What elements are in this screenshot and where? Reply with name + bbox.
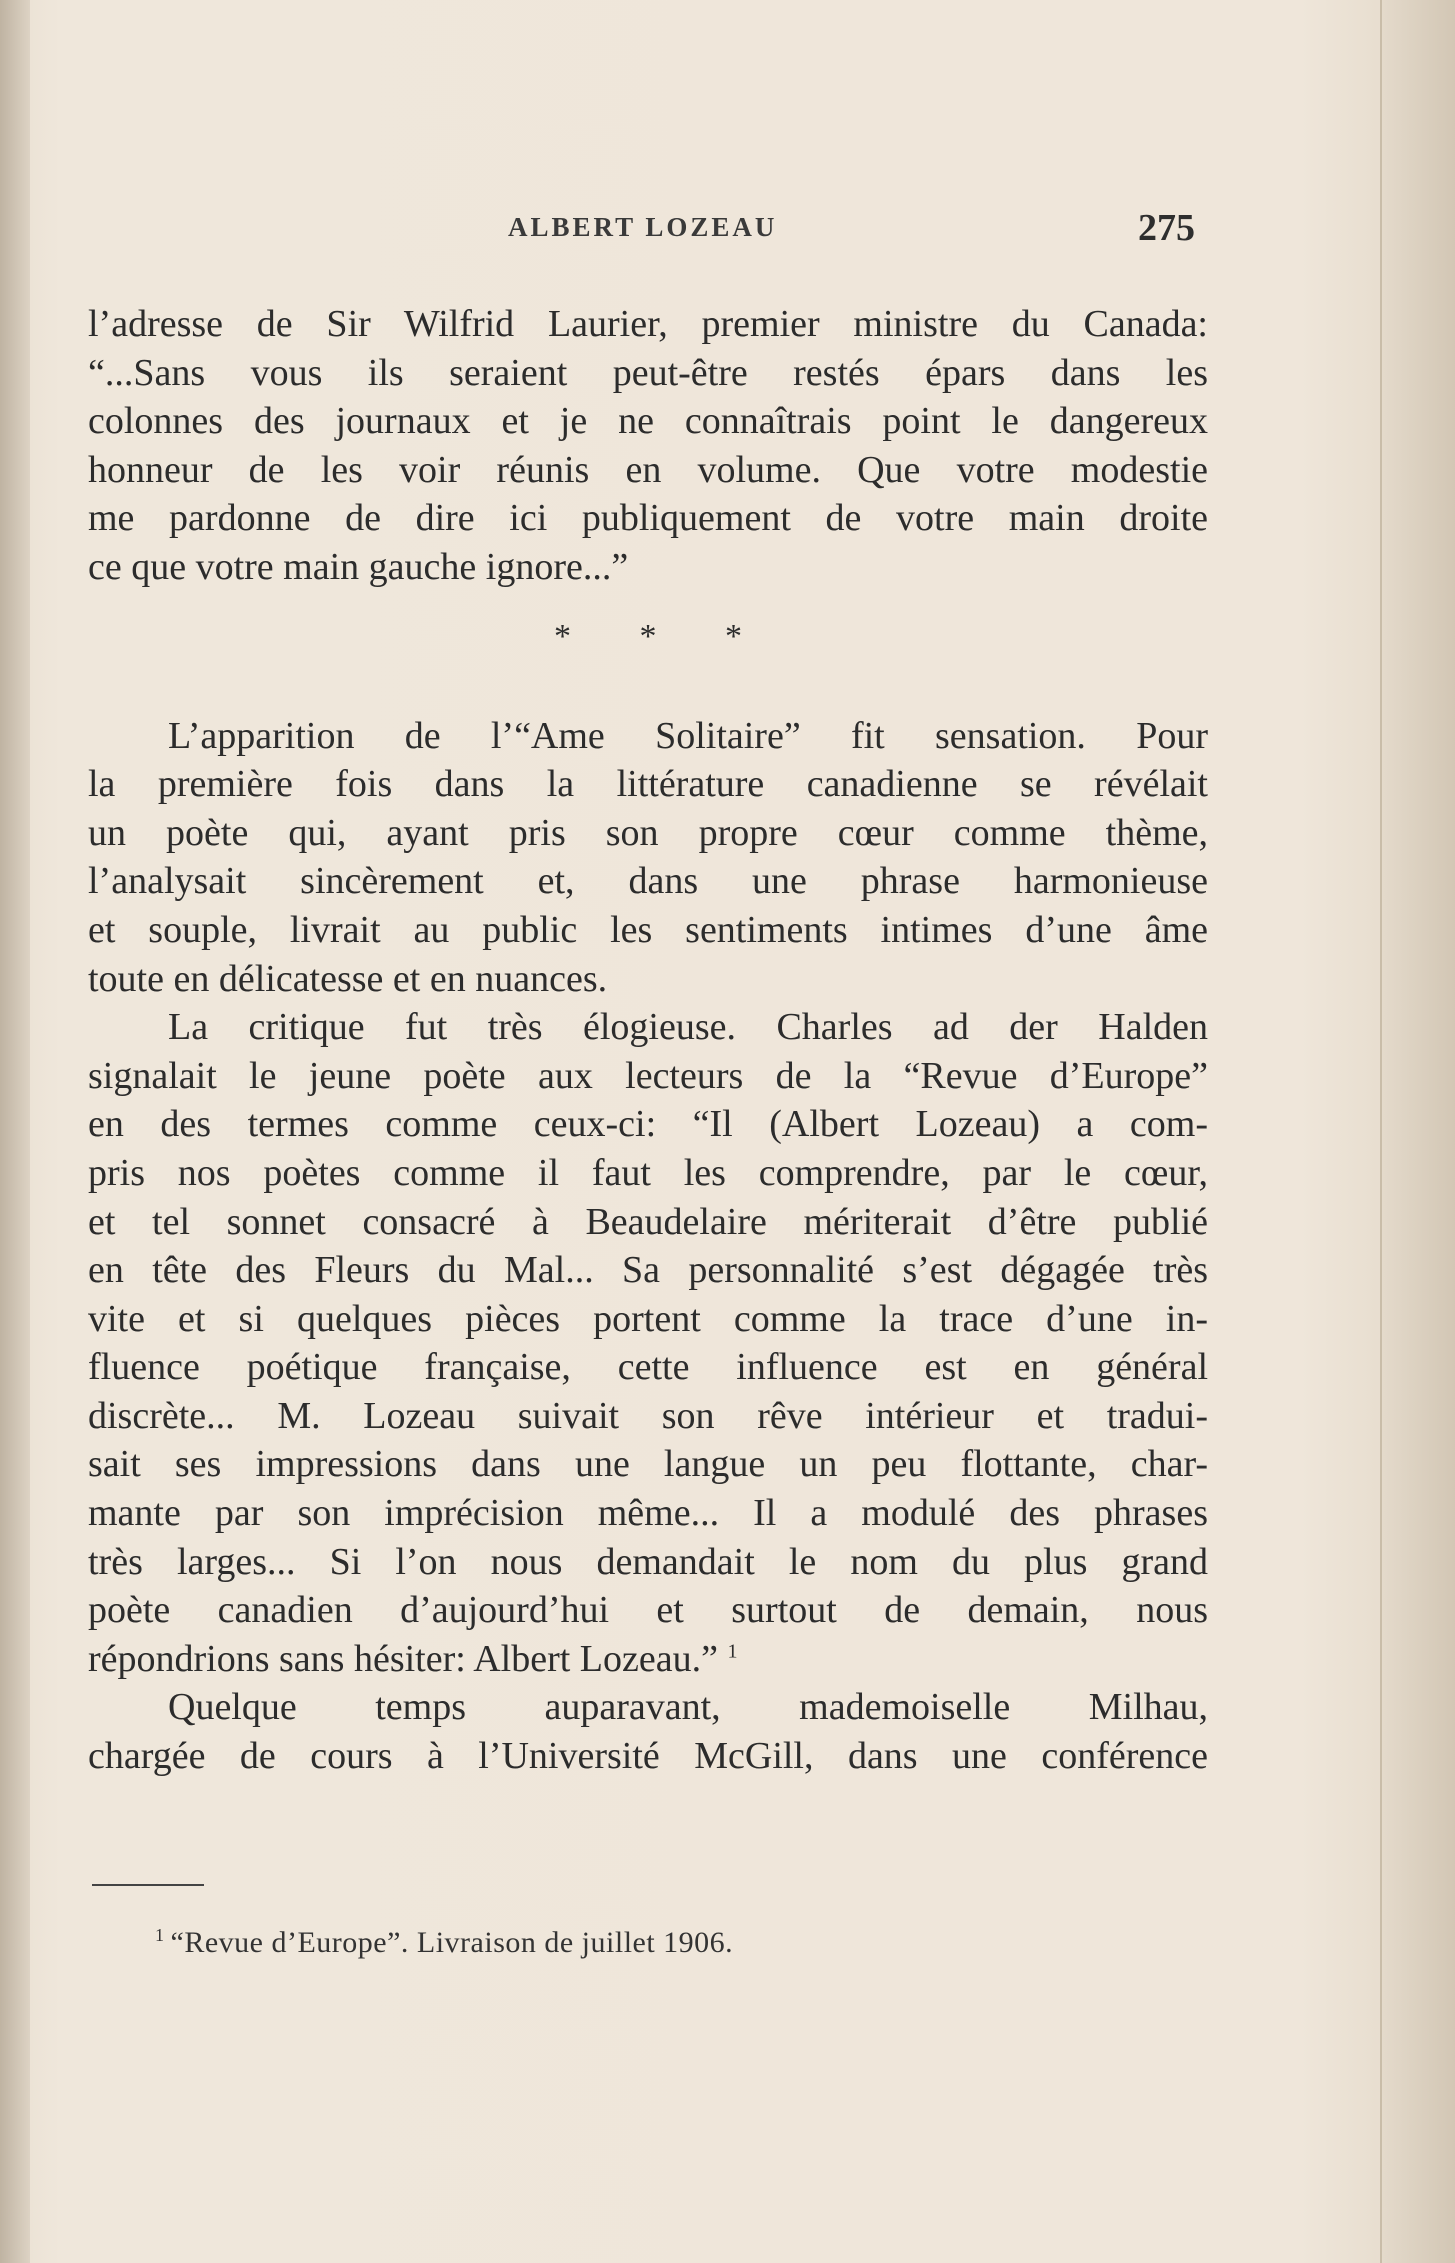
text-line: très larges... Si l’on nous demandait le nom du plus grand [88, 1540, 1208, 1583]
paragraph [88, 712, 1208, 1004]
body-text [88, 300, 1208, 1781]
text-line: ce que votre main gauche ignore...” [88, 545, 629, 588]
paragraph [88, 1683, 1208, 1780]
footnote-text: “Revue d’Europe”. Livraison de juillet 1906. [170, 1926, 734, 1959]
text-line: L’apparition de l’“Ame Solitaire” fit sensation. Pour [168, 714, 1208, 757]
text-line: La critique fut très élogieuse. Charles ad der Halden [168, 1006, 1208, 1049]
text-line: la première fois dans la littérature canadienne se révélait [88, 763, 1208, 806]
footnote-rule [92, 1884, 204, 1886]
page-number: 275 [1138, 207, 1195, 249]
text-line: et tel sonnet consacré à Beaudelaire mériterait d’être publié [88, 1200, 1208, 1243]
text-line: chargée de cours à l’Université McGill, dans une conférence [88, 1735, 1208, 1778]
text-line: un poète qui, ayant pris son propre cœur comme thème, [88, 811, 1208, 854]
footnote [155, 1925, 733, 1960]
text-line: colonnes des journaux et je ne connaîtrais point le dangereux [88, 400, 1208, 443]
text-line: sait ses impressions dans une langue un peu flottante, char- [88, 1443, 1208, 1486]
quote-continuation [88, 300, 1208, 592]
text-line: Quelque temps auparavant, mademoiselle Milhau, [168, 1686, 1208, 1729]
footnote-mark: 1 [155, 1925, 165, 1945]
text-line: toute en délicatesse et en nuances. [88, 957, 608, 1000]
text-line: honneur de les voir réunis en volume. Que votre modestie [88, 448, 1208, 491]
running-head [0, 207, 1455, 262]
text-line: l’adresse de Sir Wilfrid Laurier, premier ministre du Canada: [88, 303, 1208, 345]
adjacent-page-edge [1380, 0, 1455, 2263]
text-line: en tête des Fleurs du Mal... Sa personnalité s’est dégagée très [88, 1249, 1208, 1292]
text-line: poète canadien d’aujourd’hui et surtout de demain, nous [88, 1589, 1208, 1632]
text-line: l’analysait sincèrement et, dans une phrase harmonieuse [88, 860, 1208, 903]
text-line: en des termes comme ceux-ci: “Il (Albert Lozeau) a com- [88, 1103, 1208, 1146]
text-line: fluence poétique française, cette influence est en général [88, 1346, 1208, 1389]
footnote-reference: 1 [727, 1640, 738, 1663]
text-line: et souple, livrait au public les sentiments intimes d’une âme [88, 908, 1208, 951]
text-line: pris nos poètes comme il faut les comprendre, par le cœur, [88, 1151, 1208, 1194]
binding-shadow [0, 0, 30, 2263]
text-line-content: répondrions sans hésiter: Albert Lozeau.” [88, 1637, 718, 1680]
paragraph [88, 1003, 1208, 1683]
text-line: vite et si quelques pièces portent comme la trace d’une in- [88, 1297, 1208, 1340]
text-line: discrète... M. Lozeau suivait son rêve intérieur et tradui- [88, 1394, 1208, 1437]
text-line: “...Sans vous ils seraient peut-être restés épars dans les [88, 351, 1208, 394]
text-line: me pardonne de dire ici publiquement de votre main droite [88, 497, 1208, 540]
running-title: ALBERT LOZEAU [508, 212, 778, 242]
section-separator: * * * [554, 617, 772, 655]
text-line: mante par son imprécision même... Il a modulé des phrases [88, 1492, 1208, 1535]
text-line: signalait le jeune poète aux lecteurs de la “Revue d’Europe” [88, 1054, 1208, 1097]
text-line [88, 1635, 1208, 1684]
